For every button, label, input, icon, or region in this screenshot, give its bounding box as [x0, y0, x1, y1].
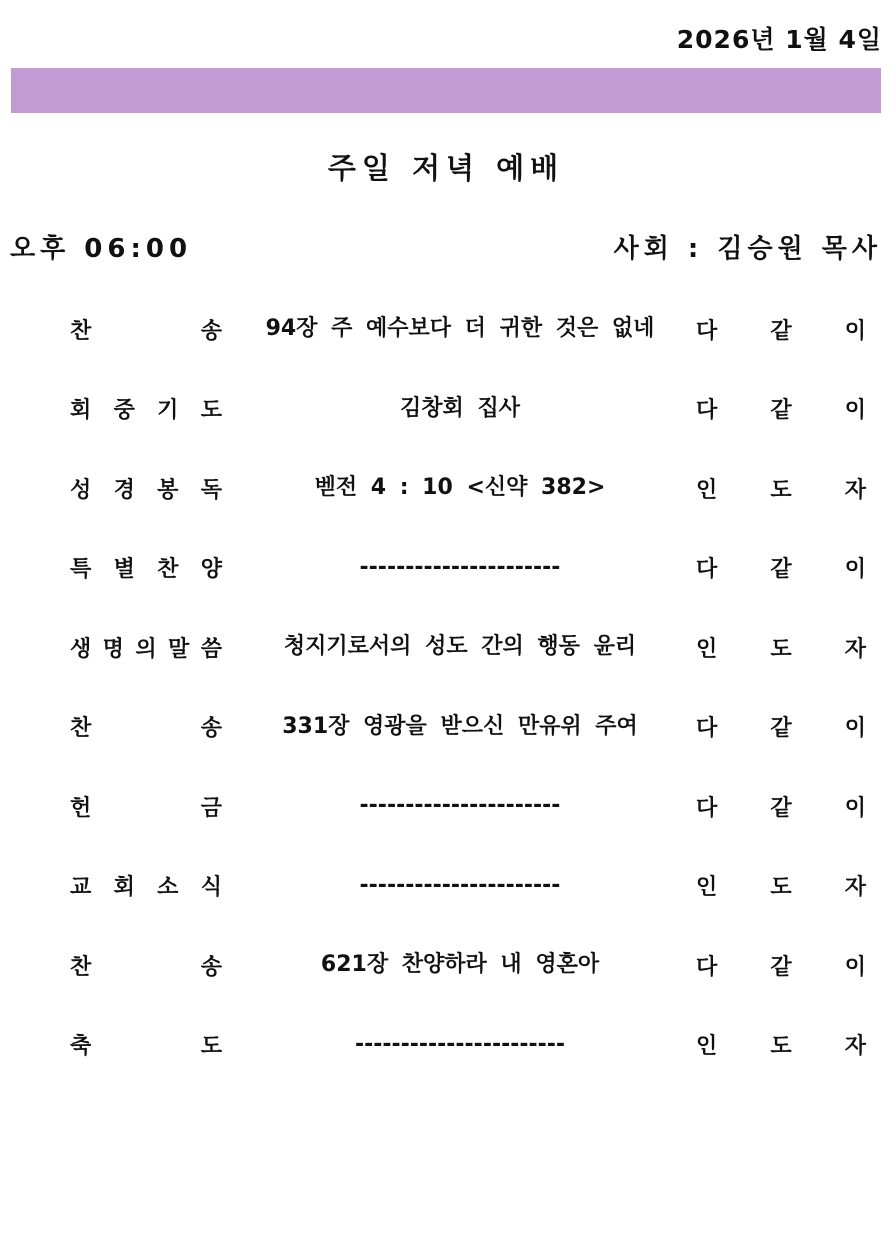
who-char: 다 — [696, 398, 718, 424]
worship-item-label — [70, 289, 222, 369]
item-char: 중 — [113, 398, 135, 424]
item-char: 특 — [70, 557, 92, 583]
bulletin-date: 2026년 1월 4일 — [676, 25, 882, 54]
worship-row — [0, 608, 892, 688]
item-char: 의 — [135, 636, 157, 662]
item-char: 소 — [157, 875, 179, 901]
worship-item-content: 벧전 4 : 10 <신약 382> — [314, 475, 606, 501]
who-char: 이 — [844, 795, 866, 821]
worship-item-content: ---------------------- — [359, 872, 561, 898]
who-char: 이 — [844, 954, 866, 980]
who-char: 이 — [844, 398, 866, 424]
item-char: 헌 — [70, 795, 92, 821]
worship-item-participants — [696, 289, 866, 369]
worship-item-content: 621장 찬양하라 내 영혼아 — [320, 952, 600, 978]
worship-item-content: 청지기로서의 성도 간의 행동 윤리 — [283, 634, 637, 660]
who-char: 같 — [770, 795, 792, 821]
worship-row — [0, 1005, 892, 1085]
header-color-bar — [11, 68, 881, 113]
who-char: 다 — [696, 716, 718, 742]
worship-item-label — [70, 608, 222, 688]
worship-item-label — [70, 846, 222, 926]
worship-row — [0, 767, 892, 847]
item-char: 경 — [113, 477, 135, 503]
who-char: 다 — [696, 557, 718, 583]
worship-item-label — [70, 767, 222, 847]
service-title: 주일 저녁 예배 — [327, 151, 565, 185]
item-char: 금 — [200, 795, 222, 821]
worship-item-label — [70, 926, 222, 1006]
worship-item-participants — [696, 1005, 866, 1085]
worship-row — [0, 449, 892, 529]
worship-row — [0, 926, 892, 1006]
who-char: 도 — [770, 1034, 792, 1060]
who-char: 같 — [770, 557, 792, 583]
item-char: 회 — [113, 875, 135, 901]
worship-item-participants — [696, 449, 866, 529]
who-char: 이 — [844, 557, 866, 583]
worship-row — [0, 846, 892, 926]
worship-item-participants — [696, 528, 866, 608]
worship-item-participants — [696, 926, 866, 1006]
item-char: 찬 — [70, 716, 92, 742]
worship-item-content: 331장 영광을 받으신 만유위 주여 — [282, 713, 638, 739]
item-char: 봉 — [157, 477, 179, 503]
item-char: 명 — [102, 636, 124, 662]
who-char: 도 — [770, 477, 792, 503]
service-leader: 사회 : 김승원 목사 — [613, 234, 882, 264]
who-char: 다 — [696, 795, 718, 821]
who-char: 같 — [770, 398, 792, 424]
who-char: 같 — [770, 318, 792, 344]
worship-item-participants — [696, 687, 866, 767]
worship-item-content: ---------------------- — [359, 554, 561, 580]
worship-item-content: 94장 주 예수보다 더 귀한 것은 없네 — [265, 316, 655, 341]
item-char: 찬 — [70, 954, 92, 980]
item-char: 도 — [200, 398, 222, 424]
order-of-worship — [0, 289, 892, 1085]
service-time: 오후 06:00 — [10, 234, 193, 264]
who-char: 자 — [844, 875, 866, 901]
who-char: 자 — [844, 636, 866, 662]
who-char: 다 — [696, 318, 718, 344]
who-char: 자 — [844, 1034, 866, 1060]
worship-item-label — [70, 687, 222, 767]
item-char: 교 — [70, 875, 92, 901]
who-char: 인 — [696, 1034, 718, 1060]
who-char: 자 — [844, 477, 866, 503]
item-char: 식 — [200, 875, 222, 901]
worship-item-participants — [696, 369, 866, 449]
worship-item-label — [70, 528, 222, 608]
who-char: 같 — [770, 716, 792, 742]
item-char: 회 — [70, 398, 92, 424]
item-char: 양 — [200, 557, 222, 583]
worship-item-content: ---------------------- — [359, 793, 561, 819]
worship-row — [0, 528, 892, 608]
worship-row — [0, 369, 892, 449]
item-char: 찬 — [70, 318, 92, 344]
who-char: 인 — [696, 875, 718, 901]
item-char: 찬 — [157, 557, 179, 583]
item-char: 독 — [200, 477, 222, 503]
who-char: 이 — [844, 318, 866, 344]
who-char: 다 — [696, 954, 718, 980]
worship-row — [0, 687, 892, 767]
item-char: 성 — [70, 477, 92, 503]
worship-item-participants — [696, 846, 866, 926]
item-char: 축 — [70, 1034, 92, 1060]
item-char: 씀 — [200, 636, 222, 662]
item-char: 도 — [200, 1034, 222, 1060]
item-char: 말 — [168, 636, 190, 662]
item-char: 별 — [113, 557, 135, 583]
who-char: 도 — [770, 636, 792, 662]
worship-item-participants — [696, 608, 866, 688]
who-char: 인 — [696, 477, 718, 503]
who-char: 이 — [844, 716, 866, 742]
item-char: 송 — [200, 716, 222, 742]
worship-item-content: ----------------------- — [354, 1031, 565, 1057]
item-char: 송 — [200, 954, 222, 980]
worship-item-label — [70, 1005, 222, 1085]
worship-row — [0, 289, 892, 369]
worship-item-content: 김창회 집사 — [400, 395, 520, 421]
item-char: 기 — [157, 398, 179, 424]
item-char: 생 — [70, 636, 92, 662]
worship-item-participants — [696, 767, 866, 847]
who-char: 도 — [770, 875, 792, 901]
who-char: 인 — [696, 636, 718, 662]
worship-item-label — [70, 369, 222, 449]
who-char: 같 — [770, 954, 792, 980]
worship-item-label — [70, 449, 222, 529]
item-char: 송 — [200, 318, 222, 344]
